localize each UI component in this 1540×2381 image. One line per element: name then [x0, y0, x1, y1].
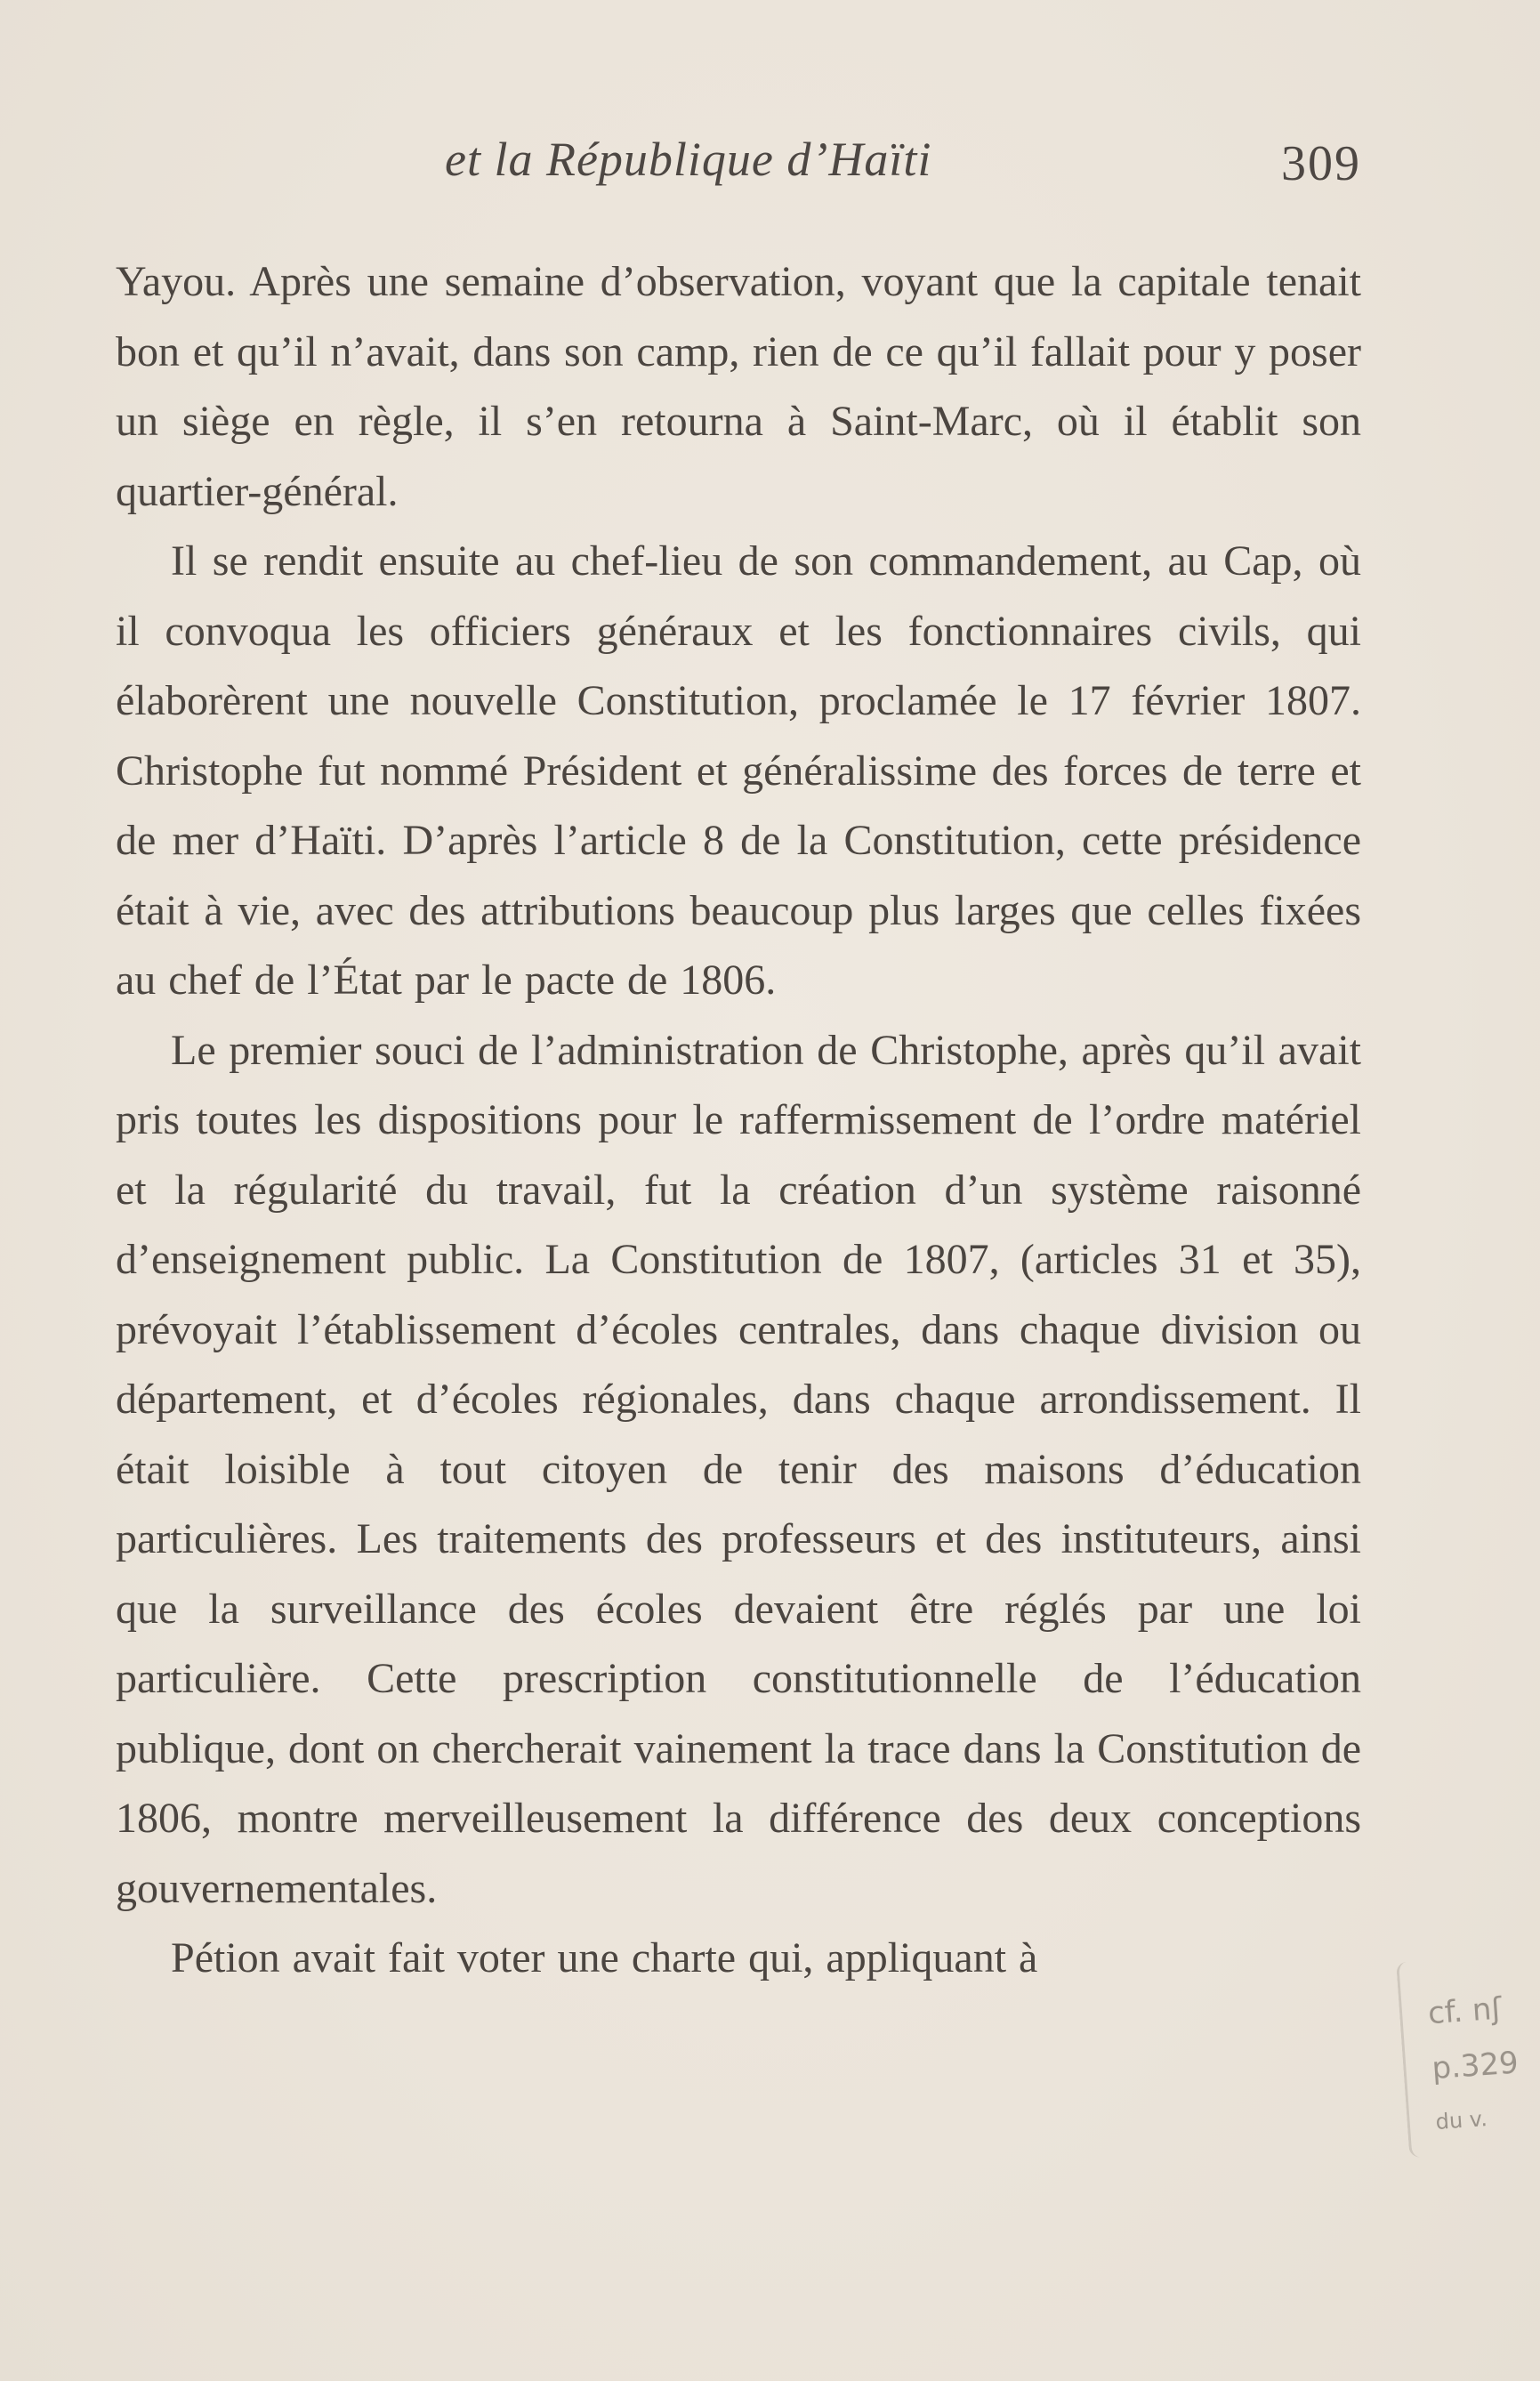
margin-note-line-1: cf. nʃ — [1426, 1990, 1504, 2032]
paragraph-continued: Yayou. Après une semaine d’observation, voyant que la capitale tenait bon et qu’il n’avait, dans son camp, rien de ce qu’il fallait pour y poser un siège en règle, il s’en retourna à Saint-Marc, où il établit son quartier-général. — [116, 258, 1361, 515]
page-number: 309 — [1281, 136, 1361, 191]
margin-bracket — [1396, 1962, 1424, 2159]
margin-note-line-2: p.329 — [1431, 2045, 1520, 2087]
body-text — [116, 247, 1361, 1994]
paragraph-constitution: Il se rendit ensuite au chef-lieu de son commandement, au Cap, où il convoqua les officiers généraux et les fonctionnaires civils, qui élaborèrent une nouvelle Constitution, proclamée le 17 février 1807. Christophe fut nommé Président et généralissime des forces de terre et de mer d’Haïti. D’après l’article 8 de la Constitution, cette présidence était à vie, avec des attributions beaucoup plus larges que celles fixées au chef de l’État par le pacte de 1806. — [116, 537, 1361, 1004]
running-title: et la République d’Haïti — [445, 133, 932, 186]
margin-note-line-3: du v. — [1434, 2105, 1488, 2135]
handwritten-margin-note — [1409, 1990, 1536, 2158]
running-head — [116, 132, 1361, 203]
paragraph-education: Le premier souci de l’administration de Christophe, après qu’il avait pris toutes les dispositions pour le raffermissement de l’ordre matériel et la régularité du travail, fut la création d’un système raisonné d’enseignement public. La Constitution de 1807, (articles 31 et 35), prévoyait l’établissement d’écoles centrales, dans chaque division ou département, et d’écoles régionales, dans chaque arrondissement. Il était loisible à tout citoyen de tenir des maisons d’éducation particulières. Les traitements des professeurs et des instituteurs, ainsi que la surveillance des écoles devaient être réglés par une loi particulière. Cette prescription constitutionnelle de l’éducation publique, dont on chercherait vainement la trace dans la Constitution de 1806, montre merveilleusement la différence des deux conceptions gouvernementales. — [116, 1026, 1361, 1912]
paragraph-petion: Pétion avait fait voter une charte qui, appliquant à — [171, 1934, 1038, 1981]
